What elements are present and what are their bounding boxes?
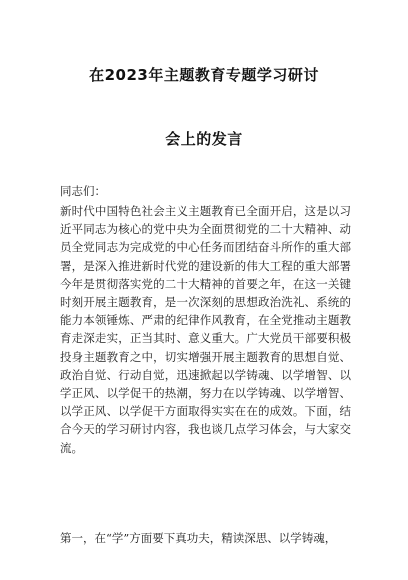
body-paragraph-1: 新时代中国特色社会主义主题教育已全面开启，这是以习近平同志为核心的党中央为全面贯彻党的二十大精神、动员全党同志为完成党的中心任务而团结奋斗所作的重大部署，是深入推进新时代党的建设新的伟大工程的重大部署今年是贯彻落实党的二十大精神的首要之年，在这一关键时刻开展主题教育，是一次深刻的思想政治洗礼、系统的能力本领锤炼、严肃的纪律作风教育，在全党推动主题教育走深走实，正当其时、意义重大。广大党员干部要积极投身主题教育之中，切实增强开展主题教育的思想自觉、政治自觉、行动自觉，迅速掀起以学铸魂、以学增智、以学正风、以学促干的热潮，努力在以学铸魂、以学增智、以学正风、以学促干方面取得实实在在的成效。下面，结合今天的学习研讨内容，我也谈几点学习体会，与大家交流。: [60, 204, 351, 455]
body-paragraph-2: 第一，在“学”方面要下真功夫，精读深思、以学铸魂，: [60, 531, 337, 545]
document-title-line-2: 会上的发言: [165, 130, 243, 148]
salutation: 同志们：: [60, 184, 106, 198]
document-title-line-1: 在2023年主题教育专题学习研讨: [89, 66, 319, 84]
